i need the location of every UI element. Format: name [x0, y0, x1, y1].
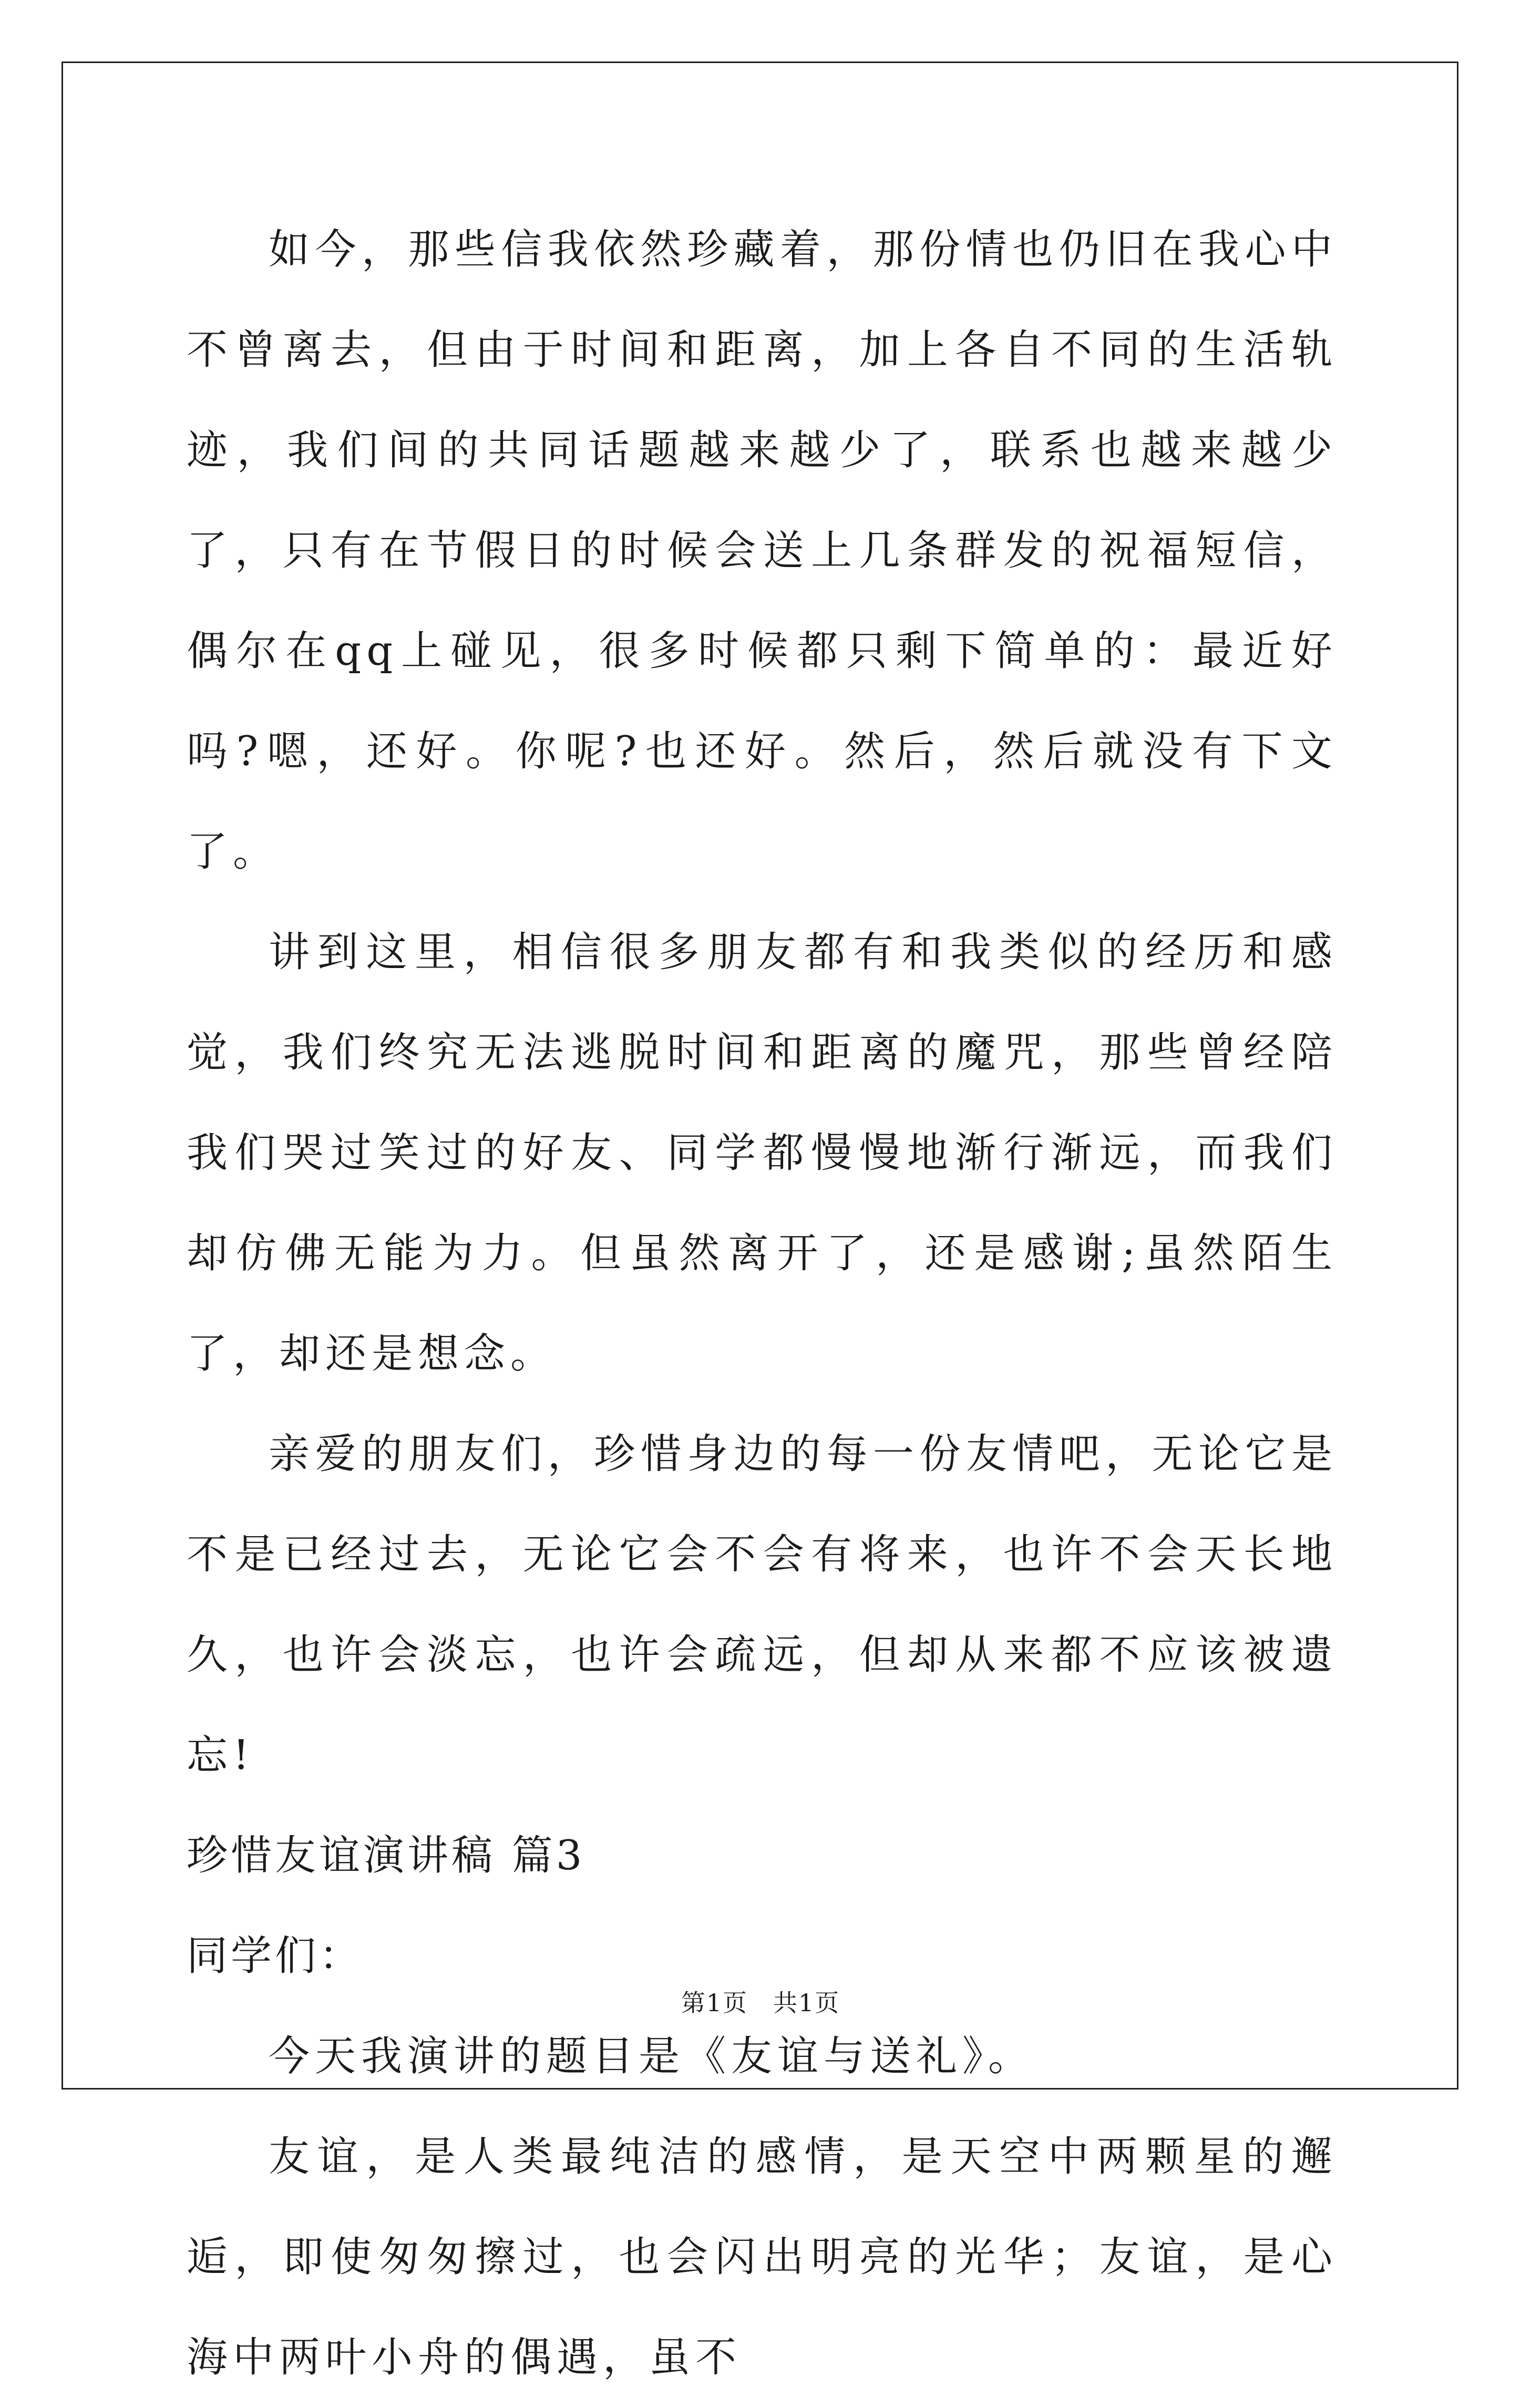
- salutation: 同学们：: [187, 1932, 364, 1980]
- document-body: [187, 200, 1338, 2408]
- section-heading: 珍惜友谊演讲稿 篇3: [187, 1832, 585, 1879]
- paragraph-2: 讲到这里，相信很多朋友都有和我类似的经历和感觉，我们终究无法逃脱时间和距离的魔咒，那些曾经陪我们哭过笑过的好友、同学都慢慢地渐行渐远，而我们却仿佛无能为力。但虽然离开了，还是感谢;虽然陌生了，却还是想念。: [187, 929, 1338, 1377]
- paragraph-3: 亲爱的朋友们，珍惜身边的每一份友情吧，无论它是不是已经过去，无论它会不会有将来，也许不会天长地久，也许会淡忘，也许会疏远，但却从来都不应该被遗忘!: [187, 1431, 1338, 1779]
- page-total: 共1页: [773, 1989, 840, 2017]
- page-number: 第1页: [681, 1989, 748, 2017]
- paragraph-1: 如今，那些信我依然珍藏着，那份情也仍旧在我心中不曾离去，但由于时间和距离，加上各自不同的生活轨迹，我们间的共同话题越来越少了，联系也越来越少了，只有在节假日的时候会送上几条群发的祝福短信，偶尔在qq上碰见，很多时候都只剩下简单的：最近好吗?嗯，还好。你呢?也还好。然后，然后就没有下文了。: [187, 226, 1338, 876]
- paragraph-5: 友谊，是人类最纯洁的感情，是天空中两颗星的邂逅，即使匆匆擦过，也会闪出明亮的光华；友谊，是心海中两叶小舟的偶遇，虽不: [187, 2133, 1338, 2381]
- page-footer: [0, 1984, 1521, 2019]
- paragraph-4: 今天我演讲的题目是《友谊与送礼》。: [269, 2033, 1035, 2080]
